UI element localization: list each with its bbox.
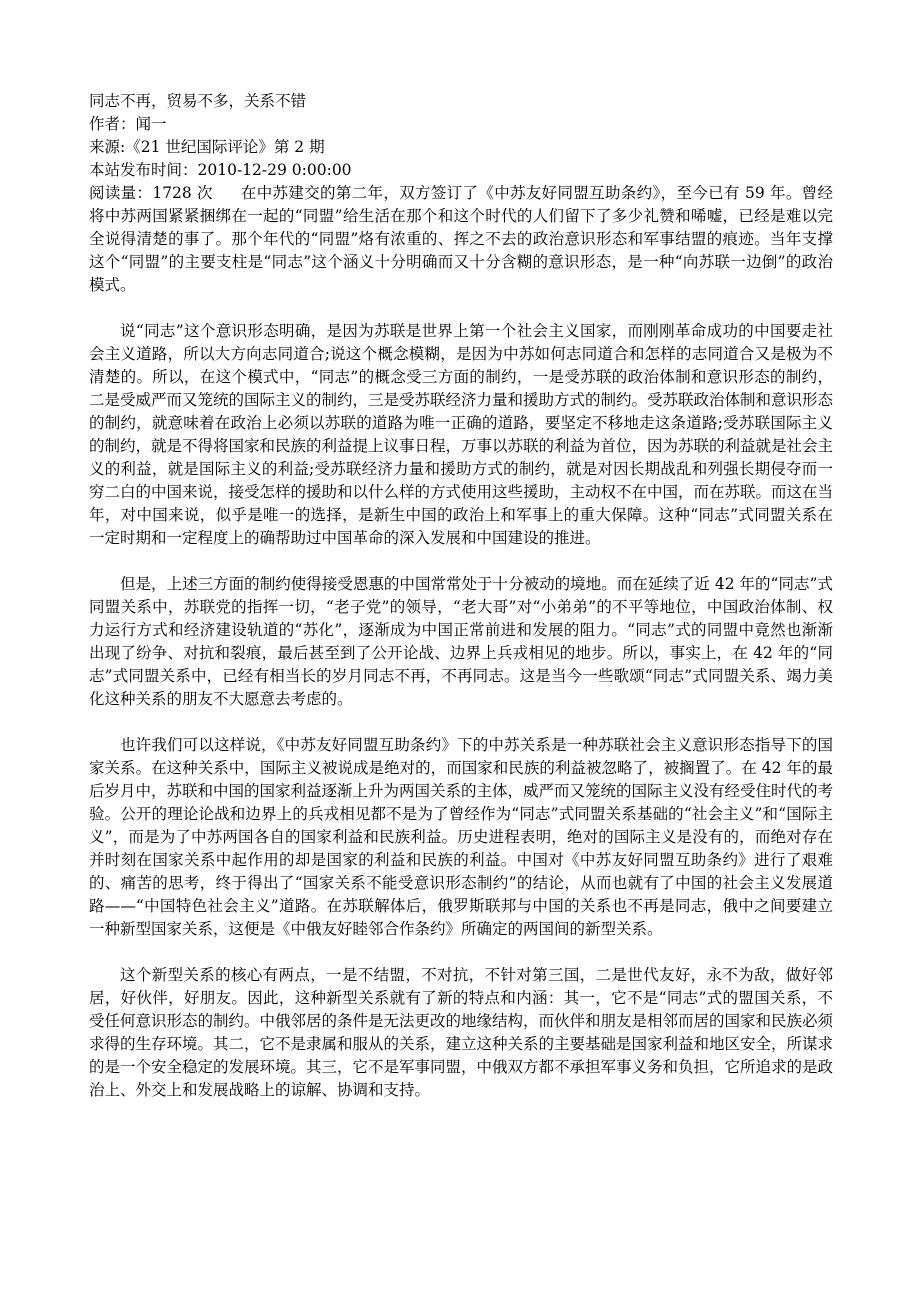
source-line: 来源:《21 世纪国际评论》第 2 期 xyxy=(89,138,325,156)
body-paragraph-2: 但是，上述三方面的制约使得接受恩惠的中国常常处于十分被动的境地。而在延续了近 42 年的“同志”式同盟关系中，苏联党的指挥一切，“老子党”的领导，“老大哥”对“小弟弟”的不平等地位，中国政治体制、权力运行方式和经济建设轨道的“苏化”，逐渐成为中国正常前进和发展的阻力。“同志”式的同盟中竟然也渐渐出现了纷争、对抗和裂痕，最后甚至到了公开论战、边界上兵戎相见的地步。所以，事实上，在 42 年的“同志”式同盟关系中，已经有相当长的岁月同志不再，不再同志。这是当今一些歌颂“同志”式同盟关系、竭力美化这种关系的朋友不大愿意去考虑的。 xyxy=(89,575,833,708)
article-title: 同志不再，贸易不多，关系不错 xyxy=(89,92,307,110)
publish-time-line: 本站发布时间：2010-12-29 0:00:00 xyxy=(89,161,352,179)
author-line: 作者：闻一 xyxy=(89,115,167,133)
body-paragraph-3: 也许我们可以这样说，《中苏友好同盟互助条约》下的中苏关系是一种苏联社会主义意识形态指导下的国家关系。在这种关系中，国际主义被说成是绝对的，而国家和民族的利益被忽略了，被搁置了。在 42 年的最后岁月中，苏联和中国的国家利益逐渐上升为两国关系的主体，威严而又笼统的国际主义没有经受住时代的考验。公开的理论论战和边界上的兵戎相见都不是为了曾经作为“同志”式同盟关系基础的“社会主义”和“国际主义”，而是为了中苏两国各自的国家利益和民族利益。历史进程表明，绝对的国际主义是没有的，而绝对存在并时刻在国家关系中起作用的却是国家的利益和民族的利益。中国对《中苏友好同盟互助条约》进行了艰难的、痛苦的思考，终于得出了“国家关系不能受意识形态制约”的结论，从而也就有了中国的社会主义发展道路——“中国特色社会主义”道路。在苏联解体后，俄罗斯联邦与中国的关系也不再是同志，俄中之间要建立一种新型国家关系，这便是《中俄友好睦邻合作条约》所确定的两国间的新型关系。 xyxy=(89,736,834,938)
body-paragraph-1: 说“同志”这个意识形态明确，是因为苏联是世界上第一个社会主义国家，而刚刚革命成功的中国要走社会主义道路，所以大方向志同道合;说这个概念模糊，是因为中苏如何志同道合和怎样的志同道合又是极为不清楚的。所以，在这个模式中，“同志”的概念受三方面的制约，一是受苏联的政治体制和意识形态的制约，二是受威严而又笼统的国际主义的制约，三是受苏联经济力量和援助方式的制约。受苏联政治体制和意识形态的制约，就意味着在政治上必须以苏联的道路为唯一正确的道路，要坚定不移地走这条道路;受苏联国际主义的制约，就是不得将国家和民族的利益提上议事日程，万事以苏联的利益为首位，因为苏联的利益就是社会主义的利益，就是国际主义的利益;受苏联经济力量和援助方式的制约，就是对因长期战乱和列强长期侵夺而一穷二白的中国来说，接受怎样的援助和以什么样的方式使用这些援助，主动权不在中国，而在苏联。而这在当年，对中国来说，似乎是唯一的选择，是新生中国的政治上和军事上的重大保障。这种“同志”式同盟关系在一定时期和一定程度上的确帮助过中国革命的深入发展和中国建设的推进。 xyxy=(89,322,834,547)
read-count: 阅读量：1728 次 xyxy=(89,184,213,202)
body-paragraph-4: 这个新型关系的核心有两点，一是不结盟，不对抗，不针对第三国，二是世代友好，永不为敌，做好邻居，好伙伴，好朋友。因此，这种新型关系就有了新的特点和内涵：其一，它不是“同志”式的盟国关系，不受任何意识形态的制约。中俄邻居的条件是无法更改的地缘结构，而伙伴和朋友是相邻而居的国家和民族必须求得的生存环境。其二，它不是隶属和服从的关系，建立这种关系的主要基础是国家利益和地区安全，所谋求的是一个安全稳定的发展环境。其三，它不是军事同盟，中俄双方都不承担军事义务和负担，它所追求的是政治上、外交上和发展战略上的谅解、协调和支持。 xyxy=(89,966,834,1099)
intro-paragraph xyxy=(89,182,833,297)
article xyxy=(89,90,833,1102)
intro-text: 在中苏建交的第二年，双方签订了《中苏友好同盟互助条约》，至今已有 59 年。曾经将中苏两国紧紧捆绑在一起的“同盟”给生活在那个和这个时代的人们留下了多少礼赞和唏嘘，已经是难以完全说得清楚的事了。那个年代的“同盟”烙有浓重的、挥之不去的政治意识形态和军事结盟的痕迹。当年支撑这个“同盟”的主要支柱是“同志”这个涵义十分明确而又十分含糊的意识形态，是一种“向苏联一边倒”的政治模式。 xyxy=(89,184,833,294)
